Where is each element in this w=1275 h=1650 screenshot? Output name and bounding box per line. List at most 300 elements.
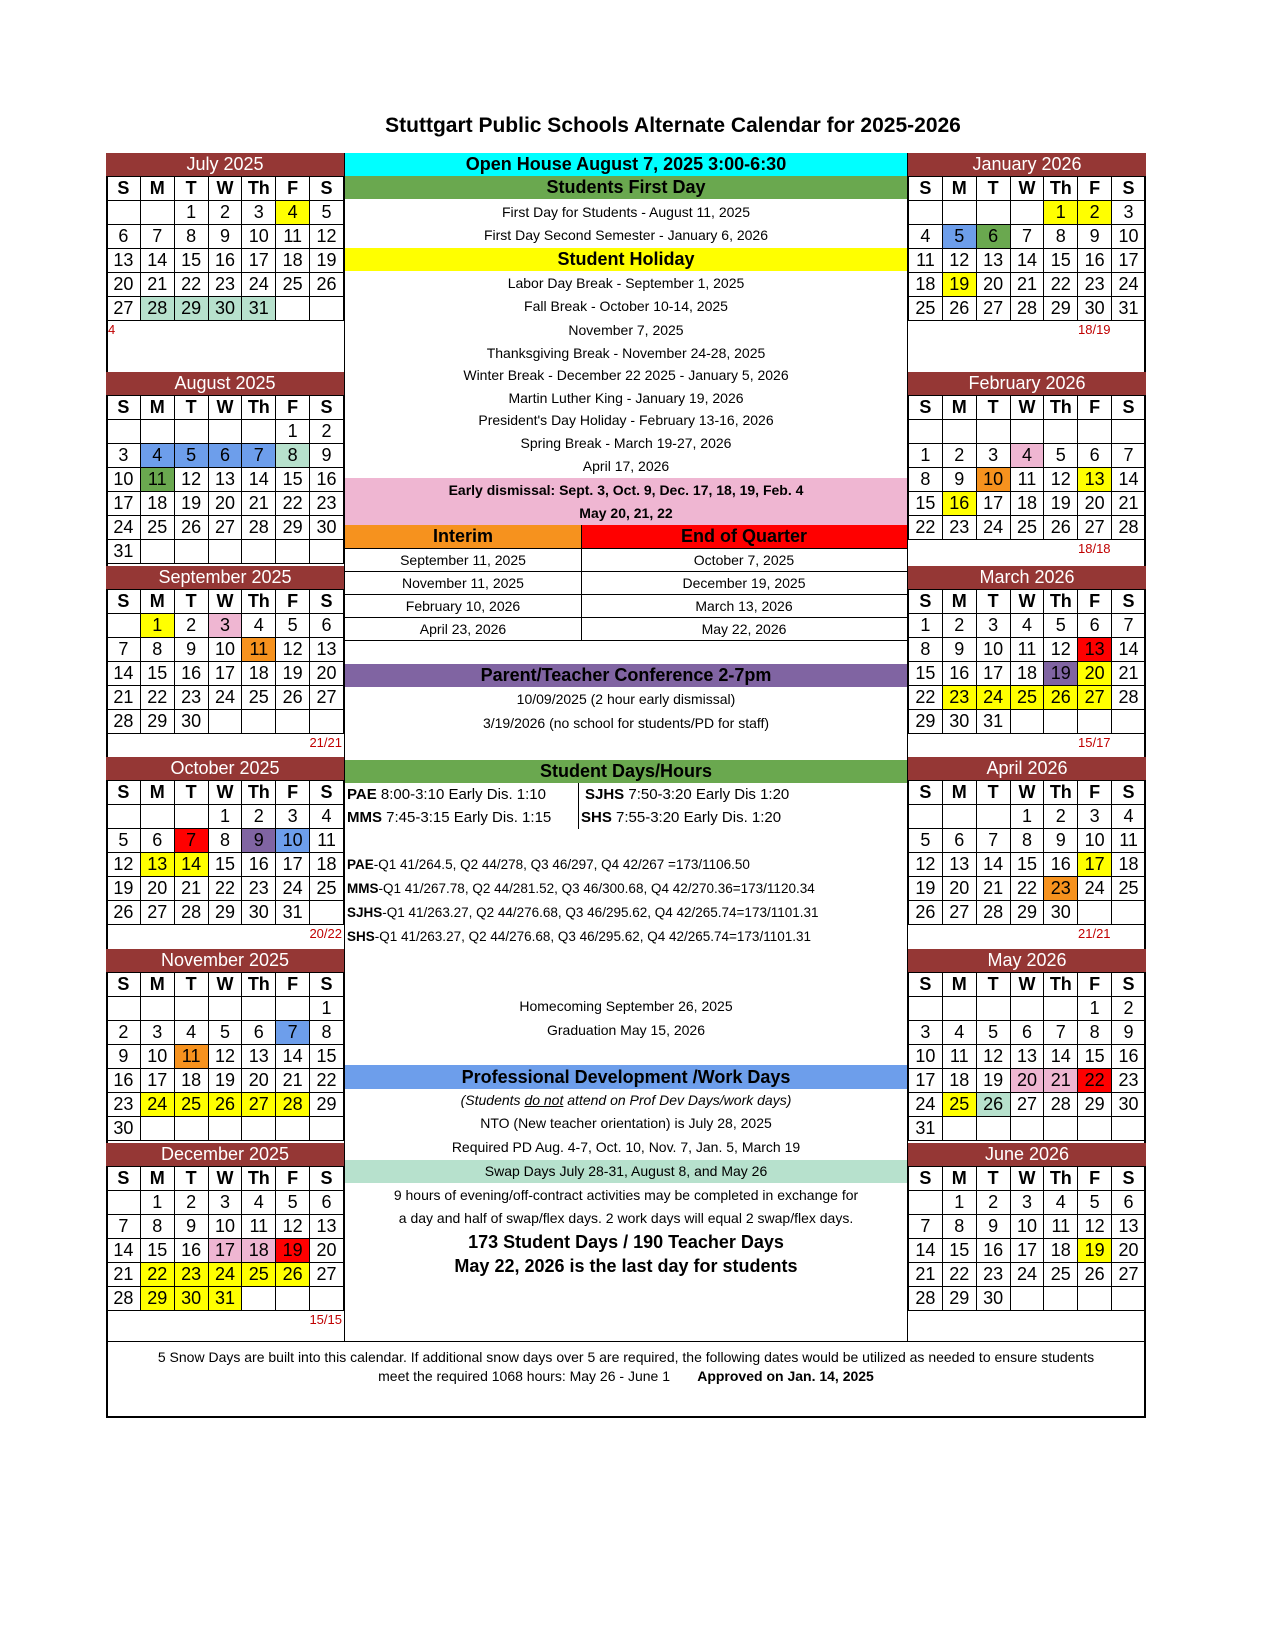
day-cell: 28	[909, 1287, 943, 1311]
holiday-item: Thanksgiving Break - November 24-28, 2025	[486, 345, 766, 361]
pae-hours: PAE 8:00-3:10 Early Dis. 1:10	[347, 786, 546, 803]
day-cell: 13	[140, 853, 174, 877]
empty-cell	[208, 420, 242, 444]
day-cell: 22	[140, 686, 174, 710]
interim-date: April 23, 2026	[419, 621, 507, 637]
weekday-label: S	[909, 590, 943, 614]
empty-cell	[1010, 1117, 1044, 1141]
empty-cell	[976, 420, 1010, 444]
day-cell: 26	[942, 297, 976, 321]
day-cell: 3	[208, 1191, 242, 1215]
day-cell: 8	[1044, 225, 1078, 249]
day-cell: 4	[174, 1021, 208, 1045]
day-cell: 23	[107, 1093, 141, 1117]
day-cell: 2	[107, 1021, 141, 1045]
weekday-label: M	[140, 1167, 174, 1191]
weekday-label: S	[310, 781, 344, 805]
weekday-label: Th	[1044, 973, 1078, 997]
day-cell: 26	[276, 1263, 310, 1287]
day-cell: 7	[1112, 444, 1146, 468]
day-cell: 2	[1112, 997, 1146, 1021]
interim-date: November 11, 2025	[402, 575, 524, 591]
weekday-label: T	[174, 396, 208, 420]
holiday-item: Martin Luther King - January 19, 2026	[508, 390, 744, 406]
day-cell: 17	[976, 662, 1010, 686]
day-cell: 23	[1112, 1069, 1146, 1093]
month-nov	[106, 949, 344, 1141]
empty-cell	[310, 710, 344, 734]
empty-cell	[310, 540, 344, 564]
footer-line: 5 Snow Days are built into this calendar. If additional snow days over 5 are required, the following dates would be utilized as needed to ensure students	[157, 1349, 1095, 1365]
day-cell: 12	[976, 1045, 1010, 1069]
weekday-label: S	[310, 177, 344, 201]
day-cell: 30	[1078, 297, 1112, 321]
day-cell: 19	[310, 249, 344, 273]
day-cell: 13	[1078, 468, 1112, 492]
day-cell: 19	[276, 1239, 310, 1263]
day-cell: 22	[942, 1263, 976, 1287]
weekday-label: T	[174, 781, 208, 805]
day-cell: 8	[208, 829, 242, 853]
weekday-label: F	[1078, 590, 1112, 614]
footer-note	[106, 1348, 1146, 1386]
day-cell: 12	[909, 853, 943, 877]
day-cell: 12	[276, 638, 310, 662]
day-cell: 3	[276, 805, 310, 829]
day-cell: 11	[942, 1045, 976, 1069]
day-cell: 22	[909, 516, 943, 540]
day-cell: 24	[107, 516, 141, 540]
conference-line: 10/09/2025 (2 hour early dismissal)	[516, 691, 736, 707]
day-cell: 5	[276, 1191, 310, 1215]
swap-days-line: Swap Days July 28-31, August 8, and May 26	[345, 1160, 907, 1183]
day-cell: 1	[174, 201, 208, 225]
empty-cell	[242, 710, 276, 734]
month-grid	[908, 972, 1146, 1141]
day-cell: 4	[242, 614, 276, 638]
day-cell: 7	[242, 444, 276, 468]
day-cell: 17	[107, 492, 141, 516]
day-cell: 21	[140, 273, 174, 297]
totals-line: SHS-Q1 41/263.27, Q2 44/276.68, Q3 46/295.62, Q4 42/265.74=173/1101.31	[347, 929, 811, 944]
day-cell: 25	[1010, 516, 1044, 540]
weekday-label: S	[310, 396, 344, 420]
day-cell: 1	[1078, 997, 1112, 1021]
day-cell: 19	[1044, 662, 1078, 686]
day-cell: 18	[242, 662, 276, 686]
weekday-label: Th	[1044, 396, 1078, 420]
day-cell: 13	[1112, 1215, 1146, 1239]
day-cell: 20	[310, 1239, 344, 1263]
weekday-label: M	[942, 1167, 976, 1191]
day-cell: 21	[1112, 492, 1146, 516]
day-cell: 6	[242, 1021, 276, 1045]
holiday-item: Winter Break - December 22 2025 - January 5, 2026	[463, 367, 789, 383]
day-cell: 7	[140, 225, 174, 249]
day-cell: 22	[1078, 1069, 1112, 1093]
month-feb	[908, 372, 1146, 564]
graduation-line: Graduation May 15, 2026	[547, 1022, 705, 1038]
month-sep	[106, 566, 344, 756]
day-cell: 20	[310, 662, 344, 686]
empty-cell	[174, 805, 208, 829]
day-cell: 27	[140, 901, 174, 925]
day-cell: 3	[1112, 201, 1146, 225]
last-day: May 22, 2026 is the last day for students	[454, 1256, 798, 1276]
month-header: June 2026	[908, 1143, 1146, 1166]
empty-cell	[909, 1191, 943, 1215]
empty-cell	[140, 805, 174, 829]
empty-cell	[276, 1287, 310, 1311]
day-cell: 25	[174, 1093, 208, 1117]
required-pd-line: Required PD Aug. 4-7, Oct. 10, Nov. 7, Jan. 5, March 19	[451, 1139, 801, 1155]
day-cell: 30	[1044, 901, 1078, 925]
empty-cell	[107, 201, 141, 225]
day-cell: 10	[276, 829, 310, 853]
day-cell: 29	[1078, 1093, 1112, 1117]
day-cell: 21	[976, 877, 1010, 901]
day-cell: 29	[310, 1093, 344, 1117]
day-cell: 8	[942, 1215, 976, 1239]
day-cell: 9	[107, 1045, 141, 1069]
day-cell: 5	[107, 829, 141, 853]
day-cell: 14	[976, 853, 1010, 877]
day-cell: 29	[1044, 297, 1078, 321]
day-cell: 22	[208, 877, 242, 901]
month-grid	[908, 176, 1146, 321]
empty-cell	[1044, 1287, 1078, 1311]
weekday-label: S	[310, 1167, 344, 1191]
day-cell: 1	[909, 614, 943, 638]
day-cell: 11	[1044, 1215, 1078, 1239]
day-cell: 19	[1078, 1239, 1112, 1263]
day-cell: 18	[1112, 853, 1146, 877]
weekday-label: W	[208, 590, 242, 614]
day-cell: 27	[1078, 686, 1112, 710]
weekday-label: Th	[1044, 781, 1078, 805]
weekday-label: Th	[1044, 590, 1078, 614]
day-cell: 18	[242, 1239, 276, 1263]
interim-date: February 10, 2026	[405, 598, 521, 614]
weekday-label: T	[976, 396, 1010, 420]
day-cell: 24	[242, 273, 276, 297]
month-grid	[908, 1166, 1146, 1311]
weekday-label: Th	[242, 973, 276, 997]
day-cell: 15	[174, 249, 208, 273]
weekday-label: S	[107, 590, 141, 614]
day-cell: 8	[1078, 1021, 1112, 1045]
day-cell: 9	[976, 1215, 1010, 1239]
day-cell: 25	[942, 1093, 976, 1117]
empty-cell	[942, 420, 976, 444]
day-cell: 17	[276, 853, 310, 877]
day-cell: 7	[276, 1021, 310, 1045]
day-cell: 21	[1010, 273, 1044, 297]
day-cell: 15	[208, 853, 242, 877]
month-dec	[106, 1143, 344, 1341]
conference-line: 3/19/2026 (no school for students/PD for staff)	[482, 715, 770, 731]
month-grid	[908, 395, 1146, 540]
weekday-label: F	[1078, 1167, 1112, 1191]
day-cell: 13	[1010, 1045, 1044, 1069]
day-cell: 11	[909, 249, 943, 273]
empty-cell	[208, 710, 242, 734]
day-cell: 20	[107, 273, 141, 297]
empty-cell	[1044, 997, 1078, 1021]
day-cell: 18	[276, 249, 310, 273]
empty-cell	[107, 614, 141, 638]
day-cell: 3	[140, 1021, 174, 1045]
weekday-label: Th	[242, 1167, 276, 1191]
day-cell: 21	[174, 877, 208, 901]
empty-cell	[942, 805, 976, 829]
day-cell: 22	[909, 686, 943, 710]
day-cell: 3	[242, 201, 276, 225]
day-cell: 5	[310, 201, 344, 225]
weekday-label: S	[1112, 177, 1146, 201]
empty-cell	[1010, 997, 1044, 1021]
empty-cell	[1044, 420, 1078, 444]
day-cell: 17	[208, 1239, 242, 1263]
day-cell: 14	[1010, 249, 1044, 273]
day-cell: 23	[976, 1263, 1010, 1287]
day-cell: 27	[208, 516, 242, 540]
day-cell: 8	[140, 638, 174, 662]
day-cell: 13	[242, 1045, 276, 1069]
empty-cell	[107, 420, 141, 444]
month-jan	[908, 153, 1146, 343]
day-cell: 30	[310, 516, 344, 540]
day-cell: 1	[208, 805, 242, 829]
day-cell: 30	[174, 1287, 208, 1311]
month-header: September 2025	[106, 566, 344, 589]
empty-cell	[942, 1117, 976, 1141]
day-cell: 25	[1044, 1263, 1078, 1287]
day-cell: 18	[140, 492, 174, 516]
day-cell: 28	[140, 297, 174, 321]
empty-cell	[310, 901, 344, 925]
day-cell: 22	[174, 273, 208, 297]
empty-cell	[1010, 201, 1044, 225]
day-cell: 14	[140, 249, 174, 273]
holiday-item: President's Day Holiday - February 13-16, 2026	[478, 412, 774, 428]
day-cell: 17	[140, 1069, 174, 1093]
weekday-label: S	[1112, 973, 1146, 997]
day-cell: 28	[1112, 686, 1146, 710]
day-cell: 4	[942, 1021, 976, 1045]
day-cell: 29	[208, 901, 242, 925]
weekday-label: S	[107, 781, 141, 805]
second-semester-line: First Day Second Semester - January 6, 2026	[483, 227, 769, 243]
day-cell: 15	[140, 1239, 174, 1263]
homecoming-line: Homecoming September 26, 2025	[519, 998, 733, 1014]
day-cell: 15	[276, 468, 310, 492]
day-cell: 6	[942, 829, 976, 853]
month-grid	[908, 589, 1146, 734]
month-grid	[106, 972, 344, 1141]
day-cell: 5	[909, 829, 943, 853]
day-cell: 28	[1010, 297, 1044, 321]
weekday-label: M	[942, 177, 976, 201]
day-cell: 2	[208, 201, 242, 225]
day-cell: 24	[140, 1093, 174, 1117]
day-cell: 15	[140, 662, 174, 686]
month-mar	[908, 566, 1146, 756]
day-cell: 16	[242, 853, 276, 877]
weekday-label: F	[1078, 781, 1112, 805]
day-cell: 9	[942, 468, 976, 492]
shs-hours: SHS 7:55-3:20 Early Dis. 1:20	[581, 809, 782, 826]
day-cell: 13	[208, 468, 242, 492]
day-cell: 10	[1078, 829, 1112, 853]
empty-cell	[310, 1287, 344, 1311]
day-cell: 1	[942, 1191, 976, 1215]
day-cell: 16	[1044, 853, 1078, 877]
day-cell: 30	[942, 710, 976, 734]
day-cell: 18	[310, 853, 344, 877]
empty-cell	[242, 1117, 276, 1141]
day-cell: 30	[174, 710, 208, 734]
day-cell: 3	[976, 444, 1010, 468]
day-cell: 16	[174, 662, 208, 686]
empty-cell	[276, 1117, 310, 1141]
day-cell: 4	[276, 201, 310, 225]
empty-cell	[242, 1287, 276, 1311]
month-may	[908, 949, 1146, 1141]
weekday-label: W	[1010, 177, 1044, 201]
day-cell: 12	[942, 249, 976, 273]
day-cell: 18	[1044, 1239, 1078, 1263]
weekday-label: T	[976, 973, 1010, 997]
day-cell: 29	[942, 1287, 976, 1311]
day-cell: 29	[276, 516, 310, 540]
day-cell: 13	[976, 249, 1010, 273]
day-cell: 4	[242, 1191, 276, 1215]
month-grid	[106, 780, 344, 925]
empty-cell	[1078, 420, 1112, 444]
day-cell: 5	[276, 614, 310, 638]
empty-cell	[140, 997, 174, 1021]
day-cell: 15	[1010, 853, 1044, 877]
day-cell: 18	[174, 1069, 208, 1093]
empty-cell	[1112, 710, 1146, 734]
month-header: October 2025	[106, 757, 344, 780]
day-cell: 27	[1078, 516, 1112, 540]
empty-cell	[942, 201, 976, 225]
day-cell: 20	[942, 877, 976, 901]
day-cell: 13	[1078, 638, 1112, 662]
day-cell: 11	[1010, 638, 1044, 662]
approved-note: Approved on Jan. 14, 2025	[697, 1368, 874, 1384]
day-cell: 29	[140, 710, 174, 734]
day-cell: 31	[107, 540, 141, 564]
weekday-label: W	[208, 177, 242, 201]
day-cell: 20	[1010, 1069, 1044, 1093]
day-count: 18/18	[1078, 541, 1111, 556]
day-cell: 12	[1044, 638, 1078, 662]
day-cell: 17	[909, 1069, 943, 1093]
day-cell: 28	[1044, 1093, 1078, 1117]
day-cell: 12	[276, 1215, 310, 1239]
day-cell: 30	[976, 1287, 1010, 1311]
day-cell: 21	[107, 1263, 141, 1287]
weekday-label: T	[174, 590, 208, 614]
day-cell: 15	[909, 662, 943, 686]
day-cell: 17	[208, 662, 242, 686]
day-cell: 5	[942, 225, 976, 249]
month-header: July 2025	[106, 153, 344, 176]
day-cell: 28	[242, 516, 276, 540]
weekday-label: S	[310, 590, 344, 614]
day-cell: 10	[909, 1045, 943, 1069]
month-grid	[106, 589, 344, 734]
weekday-label: M	[942, 973, 976, 997]
day-cell: 28	[976, 901, 1010, 925]
day-cell: 8	[140, 1215, 174, 1239]
eoq-date: December 19, 2025	[682, 575, 806, 591]
day-cell: 6	[107, 225, 141, 249]
day-cell: 4	[140, 444, 174, 468]
day-cell: 15	[1078, 1045, 1112, 1069]
day-cell: 3	[107, 444, 141, 468]
empty-cell	[1078, 1117, 1112, 1141]
holiday-item: November 7, 2025	[568, 322, 684, 338]
weekday-label: F	[1078, 177, 1112, 201]
weekday-label: T	[174, 1167, 208, 1191]
empty-cell	[909, 997, 943, 1021]
weekday-label: Th	[242, 781, 276, 805]
day-cell: 3	[909, 1021, 943, 1045]
day-cell: 15	[1044, 249, 1078, 273]
day-cell: 18	[942, 1069, 976, 1093]
day-cell: 12	[1044, 468, 1078, 492]
weekday-label: M	[942, 781, 976, 805]
day-cell: 20	[1112, 1239, 1146, 1263]
weekday-label: W	[1010, 1167, 1044, 1191]
day-count: 20/22	[309, 926, 342, 941]
day-cell: 28	[1112, 516, 1146, 540]
day-cell: 2	[942, 614, 976, 638]
eoq-date: October 7, 2025	[693, 552, 795, 568]
empty-cell	[1010, 710, 1044, 734]
day-cell: 22	[1010, 877, 1044, 901]
weekday-label: M	[942, 590, 976, 614]
empty-cell	[1044, 1117, 1078, 1141]
day-cell: 1	[1010, 805, 1044, 829]
month-header: February 2026	[908, 372, 1146, 395]
day-cell: 29	[174, 297, 208, 321]
day-cell: 22	[276, 492, 310, 516]
empty-cell	[909, 420, 943, 444]
month-header: August 2025	[106, 372, 344, 395]
day-cell: 29	[1010, 901, 1044, 925]
empty-cell	[107, 1191, 141, 1215]
day-cell: 27	[942, 901, 976, 925]
day-cell: 7	[174, 829, 208, 853]
day-cell: 22	[310, 1069, 344, 1093]
day-cell: 31	[208, 1287, 242, 1311]
day-cell: 20	[242, 1069, 276, 1093]
weekday-label: S	[909, 177, 943, 201]
day-cell: 9	[1044, 829, 1078, 853]
day-cell: 13	[107, 249, 141, 273]
empty-cell	[276, 710, 310, 734]
day-cell: 7	[107, 638, 141, 662]
day-cell: 30	[242, 901, 276, 925]
day-cell: 24	[976, 686, 1010, 710]
empty-cell	[942, 997, 976, 1021]
interim-date: September 11, 2025	[400, 552, 526, 568]
